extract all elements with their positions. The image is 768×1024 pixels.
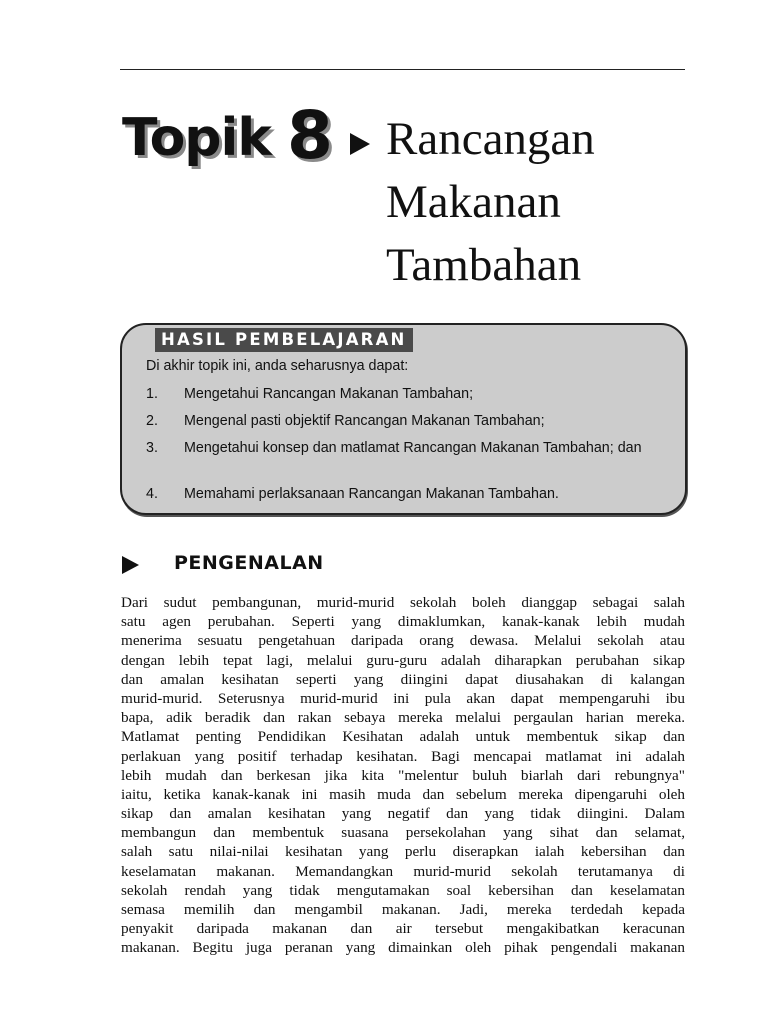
learning-outcome-item xyxy=(146,385,671,404)
body-paragraph xyxy=(121,593,685,958)
outcome-text: Mengetahui konsep dan matlamat Rancangan Makanan Tambahan; dan xyxy=(184,440,642,456)
body-line: perlakuan yang positif terhadap kesihatan. Bagi mencapai matlamat ini adalah xyxy=(121,747,685,765)
learning-outcome-item xyxy=(146,412,671,431)
outcome-number: 4. xyxy=(146,486,158,502)
body-line: keselamatan makanan. Memandangkan murid-murid sekolah terutamanya di xyxy=(121,862,685,880)
outcome-number: 1. xyxy=(146,386,158,402)
body-line: satu agen perubahan. Seperti yang dimaklumkan, kanak-kanak lebih mudah xyxy=(121,613,685,631)
outcome-text: Mengenal pasti objektif Rancangan Makanan Tambahan; xyxy=(184,413,545,429)
section-arrow-icon xyxy=(122,556,139,574)
outcome-text: Memahami perlaksanaan Rancangan Makanan Tambahan. xyxy=(184,486,559,502)
top-rule xyxy=(120,69,685,70)
topic-number: 8 xyxy=(287,97,333,174)
body-line: bapa, adik beradik dan rakan sebaya mereka melalui pergaulan harian mereka. xyxy=(121,709,685,727)
body-line: iaitu, ketika kanak-kanak ini masih muda dan sebelum mereka dipengaruhi oleh xyxy=(121,785,685,803)
title-arrow-icon xyxy=(350,133,370,155)
body-line: sekolah rendah yang tidak mengutamakan soal kebersihan dan keselamatan xyxy=(121,881,685,899)
body-line: dengan lebih tepat lagi, melalui guru-guru adalah diharapkan perubahan sikap xyxy=(121,651,685,669)
section-heading: PENGENALAN xyxy=(174,552,324,574)
topic-title-line: Makanan xyxy=(386,176,561,228)
topic-label: Topik xyxy=(122,108,271,168)
learning-outcome-item xyxy=(146,439,671,458)
body-line: semasa memilih dan mengambil makanan. Jadi, mereka terdedah kepada xyxy=(121,901,685,918)
body-line: sikap dan amalan kesihatan yang negatif dan yang tidak diingini. Dalam xyxy=(121,805,685,823)
body-line: makanan. Begitu juga peranan yang dimainkan oleh pihak pengendali makanan xyxy=(121,939,685,957)
outcome-text: Mengetahui Rancangan Makanan Tambahan; xyxy=(184,386,474,402)
learning-outcomes-heading: HASIL PEMBELAJARAN xyxy=(155,328,413,352)
learning-outcomes-intro: Di akhir topik ini, anda seharusnya dapat: xyxy=(146,358,409,374)
body-line: Matlamat penting Pendidikan Kesihatan adalah untuk membentuk sikap dan xyxy=(121,728,685,746)
outcome-number: 2. xyxy=(146,413,158,429)
topic-title-line: Tambahan xyxy=(386,239,582,291)
body-line: lebih mudah dan berkesan jika kita "melentur buluh biarlah dari rebungnya" xyxy=(121,766,685,784)
body-line: dan amalan kesihatan seperti yang diingini dapat diusahakan di kalangan xyxy=(121,670,685,688)
learning-outcome-item xyxy=(146,485,671,504)
body-line: penyakit daripada makanan dan air tersebut mengakibatkan keracunan xyxy=(121,920,685,938)
topic-title-line: Rancangan xyxy=(386,113,595,165)
body-line: salah satu nilai-nilai kesihatan yang perlu diserapkan ialah kebersihan dan xyxy=(121,843,685,861)
outcome-number: 3. xyxy=(146,440,158,456)
body-line: Dari sudut pembangunan, murid-murid sekolah boleh dianggap sebagai salah xyxy=(121,594,685,611)
body-line: membangun dan membentuk suasana persekolahan yang sihat dan selamat, xyxy=(121,824,685,842)
body-line: menerima sesuatu pengetahuan daripada orang dewasa. Melalui sekolah atau xyxy=(121,632,685,650)
topic-title xyxy=(386,108,676,297)
body-line: murid-murid. Seterusnya murid-murid ini pula akan dapat mempengaruhi ibu xyxy=(121,689,685,707)
